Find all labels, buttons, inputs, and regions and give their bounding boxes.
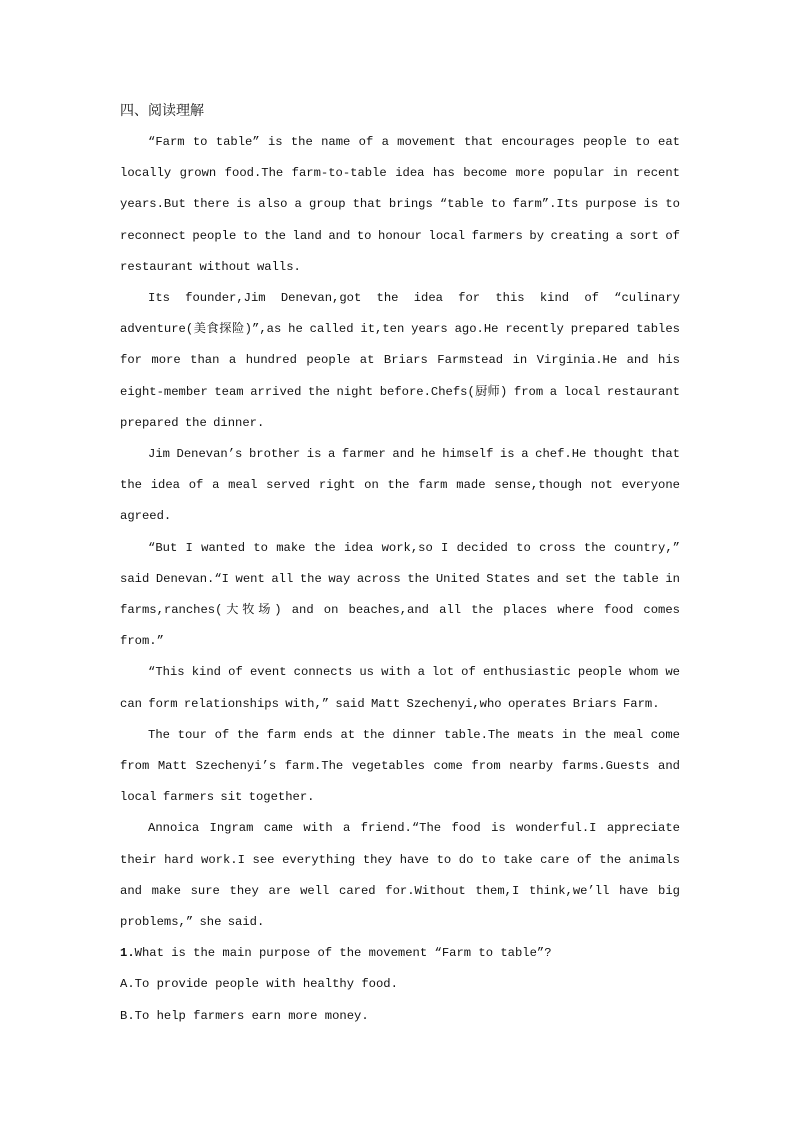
option-b: B.To help farmers earn more money. [120,1008,369,1023]
question-number: 1. [120,946,135,961]
paragraph-7: Annoica Ingram came with a friend.“The food is wonderful.I appreciate their hard work.I see everything they have to do to take care of the animals and make sure they are well cared for.Without them,I think,we’ll have big problems,” she said. [120,821,680,930]
paragraph-2: Its founder,Jim Denevan,got the idea for this kind of “culinary adventure(美食探险)”,as he called it,ten years ago.He recently prepared tables for more than a hundred people at Briars Farmstead in Virginia.He and his eight-member team arrived the night before.Chefs(厨师) from a local restaurant prepared the dinner. [120,291,680,430]
section-heading: 四、阅读理解 [120,103,204,119]
paragraph-4: “But I wanted to make the idea work,so I decided to cross the country,” said Denevan.“I went all the way across the United States and set the table in farms,ranches(大牧场) and on beaches,and all the places where food comes from.” [120,540,680,649]
paragraph-5: “This kind of event connects us with a lot of enthusiastic people whom we can form relationships with,” said Matt Szechenyi,who operates Briars Farm. [120,665,680,711]
question-text: What is the main purpose of the movement “Farm to table”? [134,946,552,961]
paragraph-6: The tour of the farm ends at the dinner table.The meats in the meal come from Matt Szechenyi’s farm.The vegetables come from nearby farms.Guests and local farmers sit together. [120,727,680,805]
question-stem [120,938,680,969]
paragraph-3: Jim Denevan’s brother is a farmer and he himself is a chef.He thought that the idea of a meal served right on the farm made sense,though not everyone agreed. [120,447,680,524]
option-a: A.To provide people with healthy food. [120,977,398,992]
document-page [120,96,680,1032]
paragraph-1: “Farm to table” is the name of a movement that encourages people to eat locally grown food.The farm-to-table idea has become more popular in recent years.But there is also a group that brings “table to farm”.Its purpose is to reconnect people to the land and to honour local farmers by creating a sort of restaurant without walls. [120,135,680,274]
